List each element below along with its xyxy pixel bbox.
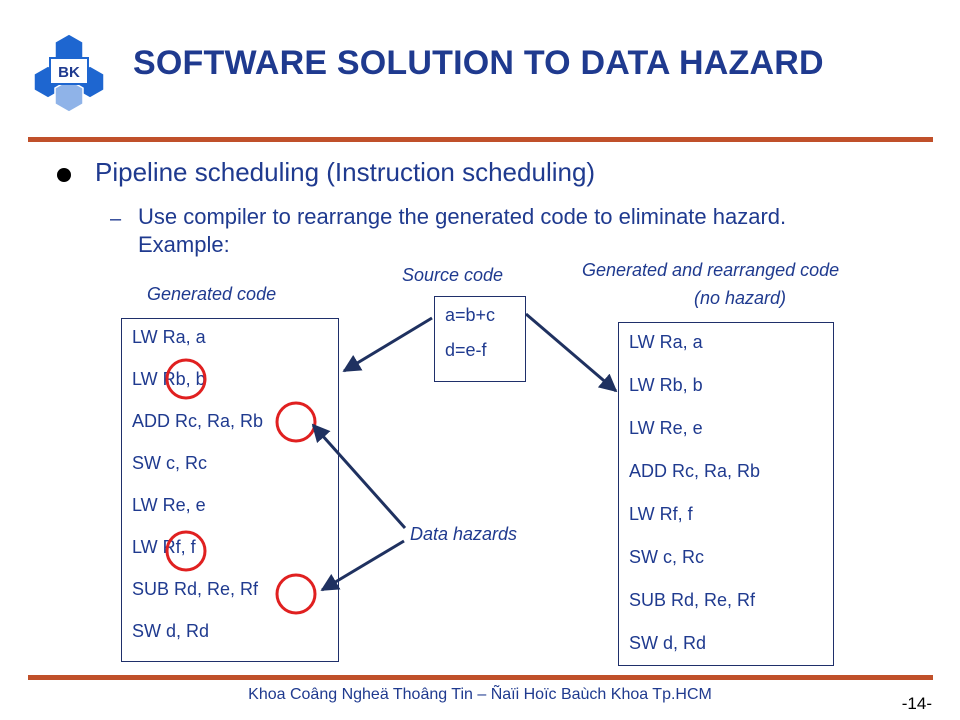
code-line: LW Ra, a xyxy=(132,327,206,347)
code-line: LW Rb, b xyxy=(132,369,206,389)
code-line: LW Rb, b xyxy=(629,375,703,395)
sub-bullet-dash: – xyxy=(110,208,122,230)
hazard-circle-rb-lw xyxy=(167,360,205,398)
code-line: SW d, Rd xyxy=(132,621,210,641)
label-data-hazards: Data hazards xyxy=(410,524,518,544)
code-line: LW Rf, f xyxy=(132,537,196,557)
code-line: SW c, Rc xyxy=(132,453,207,473)
arrow-hazard-to-sub xyxy=(322,541,404,590)
page-number: -14- xyxy=(901,694,932,713)
code-line: ADD Rc, Ra, Rb xyxy=(629,461,761,481)
code-line: LW Rf, f xyxy=(629,504,693,524)
label-rearranged-line2: (no hazard) xyxy=(694,288,787,308)
logo-text: BK xyxy=(58,64,80,81)
code-line: SW c, Rc xyxy=(629,547,704,567)
label-generated-code: Generated code xyxy=(147,284,277,304)
code-line: LW Re, e xyxy=(629,418,703,438)
hazard-circle-rf-sub xyxy=(277,575,315,613)
main-bullet: Pipeline scheduling (Instruction scheduling) xyxy=(95,157,596,187)
arrow-source-to-generated xyxy=(344,318,432,371)
code-line: a=b+c xyxy=(445,305,496,325)
slide-title: SOFTWARE SOLUTION TO DATA HAZARD xyxy=(133,44,824,82)
arrow-source-to-rearranged xyxy=(526,314,616,391)
code-line: ADD Rc, Ra, Rb xyxy=(132,411,264,431)
label-source-code: Source code xyxy=(402,265,504,285)
code-line: LW Re, e xyxy=(132,495,206,515)
arrow-hazard-to-add xyxy=(313,425,405,528)
code-line: d=e-f xyxy=(445,340,487,360)
hazard-circle-rf-lw xyxy=(167,532,205,570)
sub-bullet: Use compiler to rearrange the generated code to eliminate hazard. Example: xyxy=(138,204,787,257)
label-rearranged-line1: Generated and rearranged code xyxy=(582,260,840,280)
hazard-circle-rb-add xyxy=(277,403,315,441)
code-line: SW d, Rd xyxy=(629,633,707,653)
code-line: SUB Rd, Re, Rf xyxy=(132,579,259,599)
footer-text: Khoa Coâng Ngheä Thoâng Tin – Ñaïi Hoïc Baùch Khoa Tp.HCM xyxy=(248,686,712,703)
footer-divider xyxy=(28,675,933,680)
code-line: SUB Rd, Re, Rf xyxy=(629,590,756,610)
code-line: LW Ra, a xyxy=(629,332,703,352)
